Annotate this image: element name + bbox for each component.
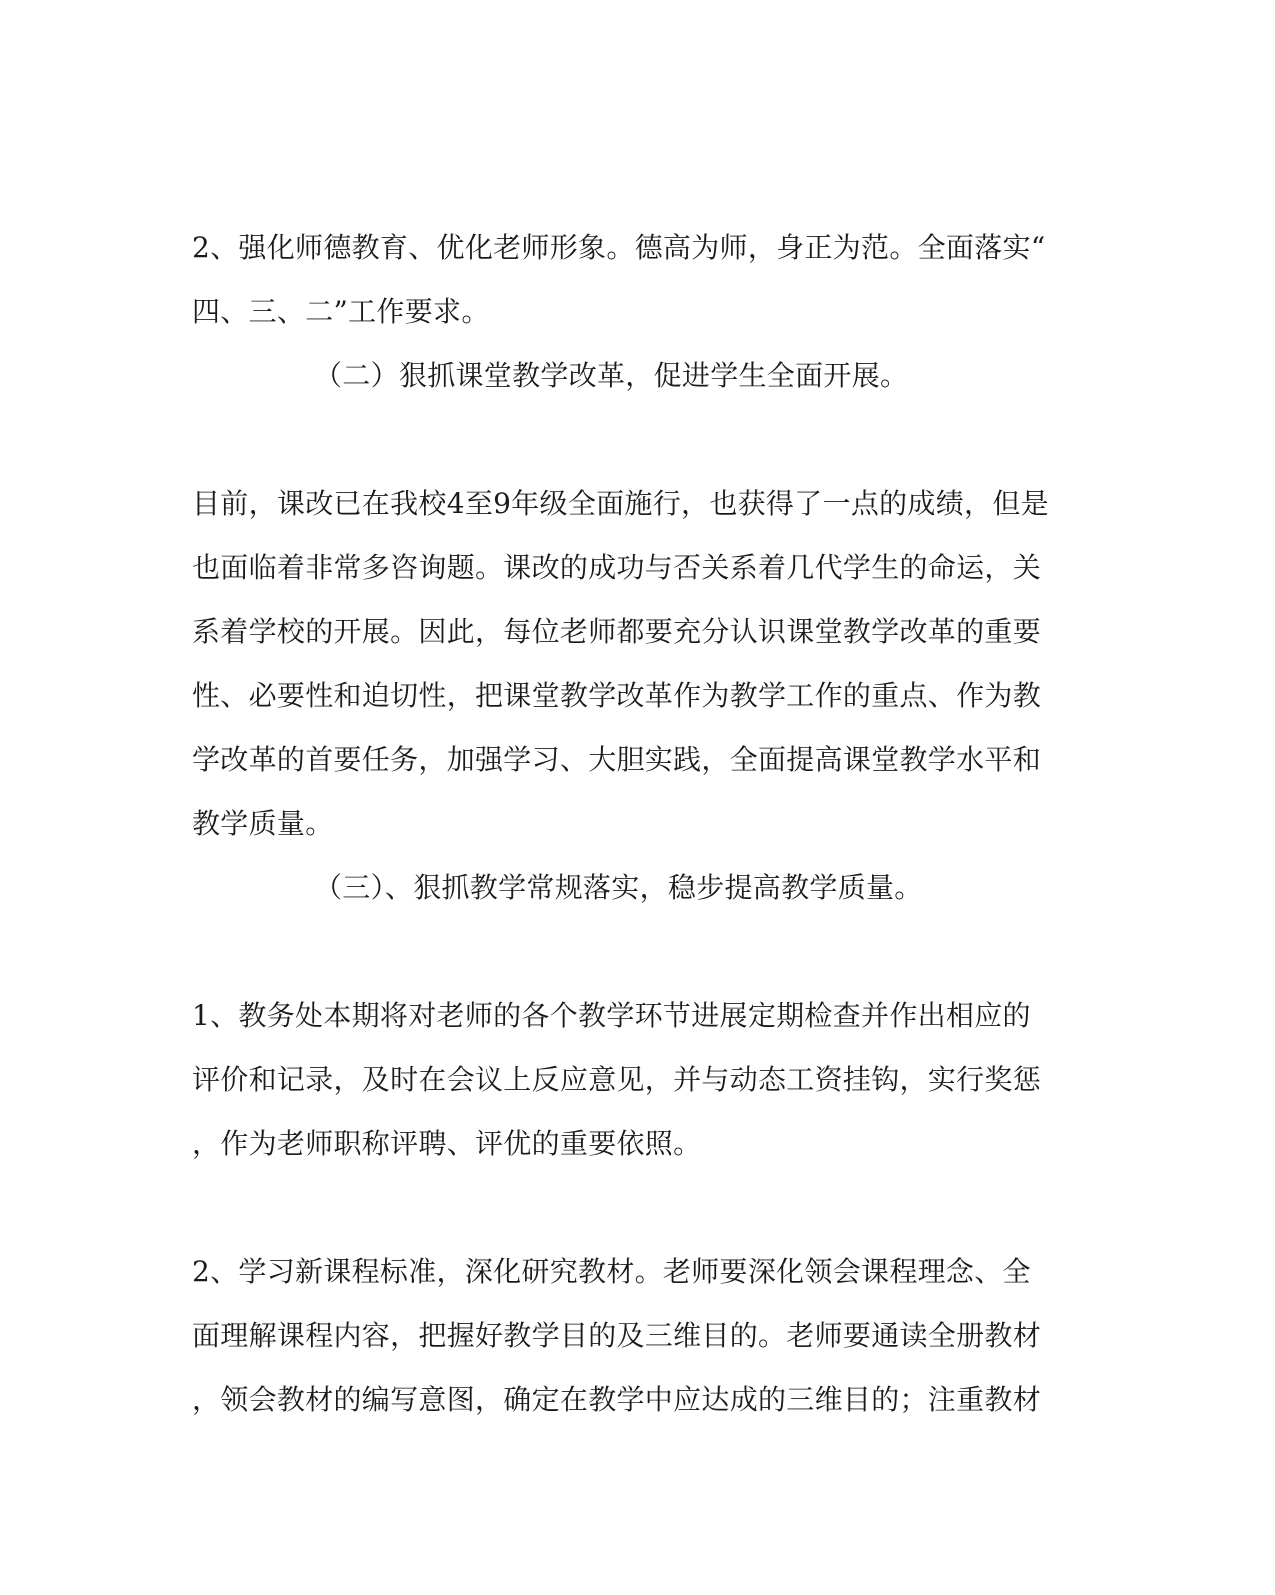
paragraph-line: 也面临着非常多咨询题。课改的成功与否关系着几代学生的命运，关	[192, 551, 1042, 584]
paragraph-line: ，作为老师职称评聘、评优的重要依照。	[192, 1127, 702, 1160]
paragraph-line: 1、教务处本期将对老师的各个教学环节进展定期检查并作出相应的	[192, 999, 1031, 1032]
section-heading: （二）狠抓课堂教学改革，促进学生全面开展。	[314, 359, 909, 392]
paragraph-line: 性、必要性和迫切性，把课堂教学改革作为教学工作的重点、作为教	[192, 679, 1042, 712]
paragraph-line: 面理解课程内容，把握好教学目的及三维目的。老师要通读全册教材	[192, 1319, 1042, 1352]
paragraph-line: 2、强化师德教育、优化老师形象。德高为师，身正为范。全面落实“	[192, 231, 1046, 264]
paragraph-line: 评价和记录，及时在会议上反应意见，并与动态工资挂钩，实行奖惩	[192, 1063, 1042, 1096]
paragraph-line: 教学质量。	[192, 807, 334, 840]
section-heading: （三）、狠抓教学常规落实，稳步提高教学质量。	[314, 871, 923, 904]
paragraph-line: 目前，课改已在我校4至9年级全面施行，也获得了一点的成绩，但是	[192, 487, 1049, 520]
paragraph-line: 学改革的首要任务，加强学习、大胆实践，全面提高课堂教学水平和	[192, 743, 1042, 776]
paragraph-line: 四、三、二”工作要求。	[192, 295, 490, 328]
paragraph-line: ，领会教材的编写意图，确定在教学中应达成的三维目的；注重教材	[192, 1383, 1042, 1416]
paragraph-line: 系着学校的开展。因此，每位老师都要充分认识课堂教学改革的重要	[192, 615, 1042, 648]
paragraph-line: 2、学习新课程标准，深化研究教材。老师要深化领会课程理念、全	[192, 1255, 1031, 1288]
